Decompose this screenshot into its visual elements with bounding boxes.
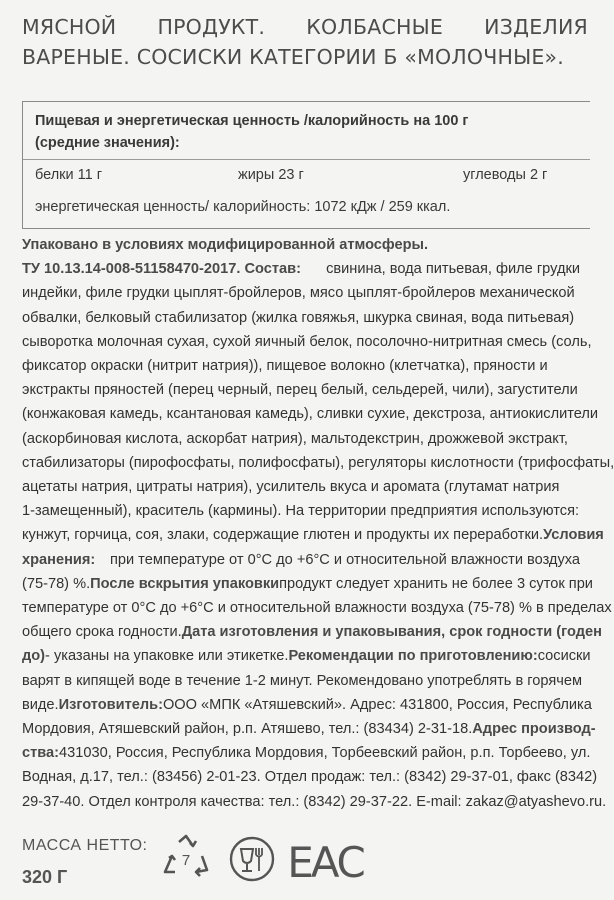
title-word: МЯСНОЙ (22, 15, 117, 39)
production-address-label-cont: ства: (22, 745, 60, 762)
text-span: кунжут, горчица, соя, злаки, содержащие глютен и продукты их переработки. (22, 527, 544, 544)
text-line (22, 233, 580, 257)
text-span: - указаны на упаковке или этикетке. (45, 648, 289, 665)
text-span: свинина, вода питьевая, филе грудки (326, 261, 580, 278)
recycle-icon (160, 832, 212, 884)
eac-mark-text: ЕАС (287, 838, 363, 887)
nutrition-fat: жиры 23 г (238, 167, 304, 183)
text-line: (аскорбиновая кислота, аскорбат натрия), мальтодекстрин, дрожжевой экстракт, (22, 430, 568, 447)
food-safe-icon (227, 834, 277, 884)
text-line (22, 523, 604, 547)
text-line: Водная, д.17, тел.: (83456) 2-01-23. Отдел продаж: тел.: (8342) 29-37-01, факс (8342) (22, 769, 598, 786)
text-line: экстракты пряностей (перец черный, перец белый, сельдерей, чили), загустители (22, 382, 578, 399)
product-title-line1 (22, 12, 588, 42)
title-word: ИЗДЕЛИЯ (484, 15, 588, 39)
text-span: Мордовия, Атяшевский район, р.п. Атяшево, тел.: (83434) 2-31-18. (22, 721, 473, 738)
production-address-label: Адрес производ- (472, 721, 596, 738)
text-span: общего срока годности. (22, 624, 182, 641)
text-line (22, 741, 591, 765)
nutrition-header-line2: (средние значения): (35, 135, 180, 151)
manufacturer-label: Изготовитель: (58, 696, 163, 713)
text-line: фиксатор окраски (нитрит натрия)), пищевое волокно (клетчатка), пряности и (22, 358, 548, 375)
text-line: 1-замещенный), краситель (кармины). На территории предприятия используются: (22, 503, 580, 520)
net-weight-value: 320 Г (22, 867, 68, 887)
spec-composition-label: ТУ 10.13.14-008-51158470-2017. Состав: (22, 261, 301, 278)
text-line (22, 717, 596, 741)
text-span: при температуре от 0°С до +6°С и относительной влажности воздуха (109, 551, 580, 568)
storage-label-cont: хранения: (22, 551, 96, 568)
text-line: стабилизаторы (пирофосфаты, полифосфаты), регуляторы кислотности (трифосфаты, (22, 454, 614, 471)
text-span: сосиски (537, 648, 591, 665)
nutrition-table (22, 101, 590, 229)
text-line: обвалки, белковый стабилизатор (жилка говяжья, шкурка свиная, вода питьевая) (22, 309, 575, 326)
text-line: 29-37-40. Отдел контроля качества: тел.: (8342) 29-37-22. E-mail: zakaz@atyashevo.ru. (22, 793, 607, 810)
packaging-note: Упаковано в условиях модифицированной атмосферы. (22, 237, 429, 253)
composition-text (22, 233, 614, 814)
text-line: температуре от 0°С до +6°С и относительной влажности воздуха (75-78) % в пределах (22, 600, 612, 617)
text-line: индейки, филе грудки цыплят-бройлеров, мясо цыплят-бройлеров механической (22, 285, 575, 302)
text-line (22, 644, 591, 668)
title-word: КОЛБАСНЫЕ (306, 15, 444, 39)
after-opening-label: После вскрытия упаковки (90, 575, 280, 592)
text-line: сыворотка молочная сухая, сухой яичный белок, посолочно-нитритная смесь (соль, (22, 333, 592, 350)
text-line: ацетаты натрия, цитраты натрия), усилитель вкуса и аромата (глутамат натрия (22, 479, 560, 496)
text-span: (75-78) %. (22, 575, 91, 592)
product-title (22, 12, 588, 72)
text-span: ООО «МПК «Атяшевский». Адрес: 431800, Россия, Республика (162, 696, 592, 713)
nutrition-header (35, 110, 575, 154)
text-line: (конжаковая камедь, ксантановая камедь), сливки сухие, декстроза, антиокислители (22, 406, 599, 423)
nutrition-protein: белки 11 г (35, 167, 103, 183)
nutrition-energy: энергетическая ценность/ калорийность: 1072 кДж / 259 ккал. (35, 199, 451, 215)
cooking-label: Рекомендации по приготовлению: (288, 648, 538, 665)
title-word: ПРОДУКТ. (157, 15, 266, 39)
date-label-cont: до) (22, 648, 46, 665)
date-label: Дата изготовления и упаковывания, срок годности (годен (181, 624, 602, 641)
nutrition-header-line1: Пищевая и энергетическая ценность /калорийность на 100 г (35, 113, 469, 129)
eac-mark-icon (287, 836, 363, 887)
product-title-line2: ВАРЕНЫЕ. СОСИСКИ КАТЕГОРИИ Б «МОЛОЧНЫЕ». (22, 45, 565, 69)
text-span: продукт следует хранить не более 3 суток при (279, 575, 593, 592)
recycle-number: 7 (181, 852, 191, 869)
text-line (22, 620, 602, 644)
nutrition-carbs: углеводы 2 г (463, 167, 548, 183)
net-weight-label: МАССА НЕТТО: (22, 837, 148, 854)
text-line (22, 548, 580, 572)
text-line: варят в кипящей воде в течение 1-2 минут. Рекомендовано употреблять в горячем (22, 672, 583, 689)
text-line (22, 257, 580, 281)
nutrition-divider (23, 159, 590, 160)
text-span: 431030, Россия, Республика Мордовия, Торбеевский район, р.п. Торбеево, ул. (59, 745, 591, 762)
text-span: виде. (22, 696, 59, 713)
text-line (22, 572, 593, 596)
storage-label: Условия (543, 527, 604, 544)
text-line (22, 693, 592, 717)
